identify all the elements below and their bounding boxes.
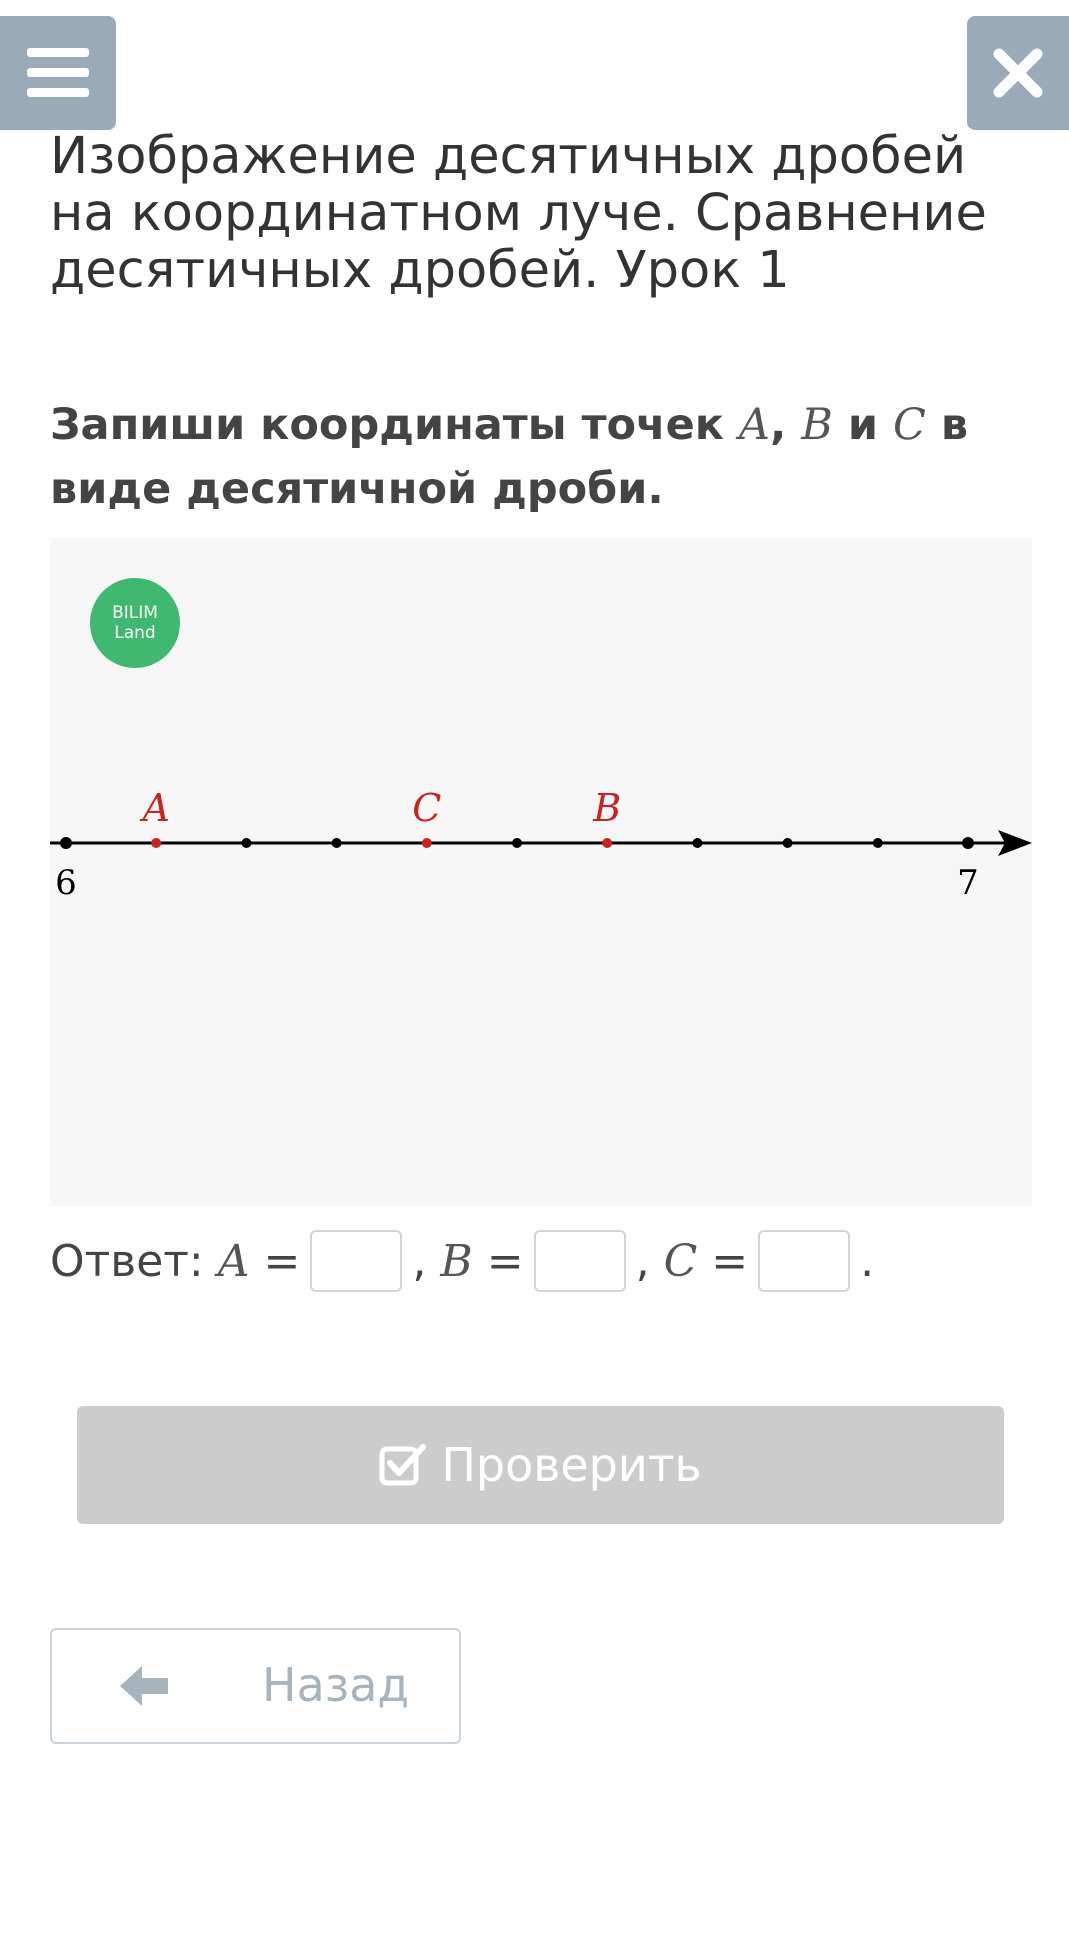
answer-end: .: [860, 1235, 875, 1287]
answer-eq-b: =: [486, 1235, 524, 1287]
point-a-mark: [151, 838, 161, 848]
back-button[interactable]: [50, 1628, 461, 1744]
point-b-mark: [602, 838, 612, 848]
task-text-before: Запиши координаты точек: [50, 400, 739, 450]
task-and: и: [832, 400, 893, 450]
tick-mark: [512, 838, 522, 848]
arrow-left-icon: [120, 1664, 170, 1708]
answer-c-input[interactable]: [758, 1230, 850, 1292]
logo-line1: BILIM: [112, 603, 158, 623]
point-c-label: C: [412, 786, 442, 830]
answer-b-var: B: [440, 1235, 473, 1287]
answer-eq-c: =: [711, 1235, 749, 1287]
tick-mark: [241, 838, 251, 848]
answer-prefix: Ответ:: [50, 1235, 204, 1287]
task-instruction: [50, 393, 1050, 521]
point-a-var: A: [738, 400, 770, 450]
menu-button[interactable]: [0, 16, 116, 130]
close-button[interactable]: [967, 16, 1069, 130]
answer-a-var: A: [217, 1235, 250, 1287]
answer-b-input[interactable]: [534, 1230, 626, 1292]
end-label: 7: [957, 863, 979, 903]
start-label: 6: [55, 863, 77, 903]
answer-comma-2: ,: [635, 1235, 650, 1287]
tick-mark: [60, 837, 72, 849]
back-button-label: Назад: [262, 1658, 410, 1712]
check-button[interactable]: [77, 1406, 1004, 1524]
number-line: [50, 538, 1032, 1206]
point-c-mark: [422, 838, 432, 848]
close-icon: [993, 48, 1043, 98]
point-b-label: B: [593, 786, 622, 830]
tick-mark: [873, 838, 883, 848]
answer-c-var: C: [663, 1235, 698, 1287]
answer-comma-1: ,: [412, 1235, 427, 1287]
logo-line2: Land: [114, 623, 156, 643]
point-c-var: C: [892, 400, 926, 450]
task-sep: ,: [769, 400, 802, 450]
number-line-panel: [50, 538, 1032, 1206]
answer-a-input[interactable]: [310, 1230, 402, 1292]
task-text-after: в виде десятичной дроби.: [50, 400, 969, 514]
point-a-label: A: [142, 786, 170, 830]
page-title: Изображение десятичных дробей на координатном луче. Сравнение десятичных дробей. Урок 1: [50, 127, 987, 300]
tick-mark: [332, 838, 342, 848]
answer-row: [50, 1226, 874, 1296]
answer-eq-a: =: [263, 1235, 301, 1287]
tick-mark: [692, 838, 702, 848]
tick-mark: [962, 837, 974, 849]
point-b-var: B: [801, 400, 833, 450]
hamburger-menu-icon: [27, 48, 89, 98]
tick-mark: [783, 838, 793, 848]
checkbox-check-icon: [379, 1443, 427, 1487]
check-button-label: Проверить: [441, 1438, 702, 1492]
